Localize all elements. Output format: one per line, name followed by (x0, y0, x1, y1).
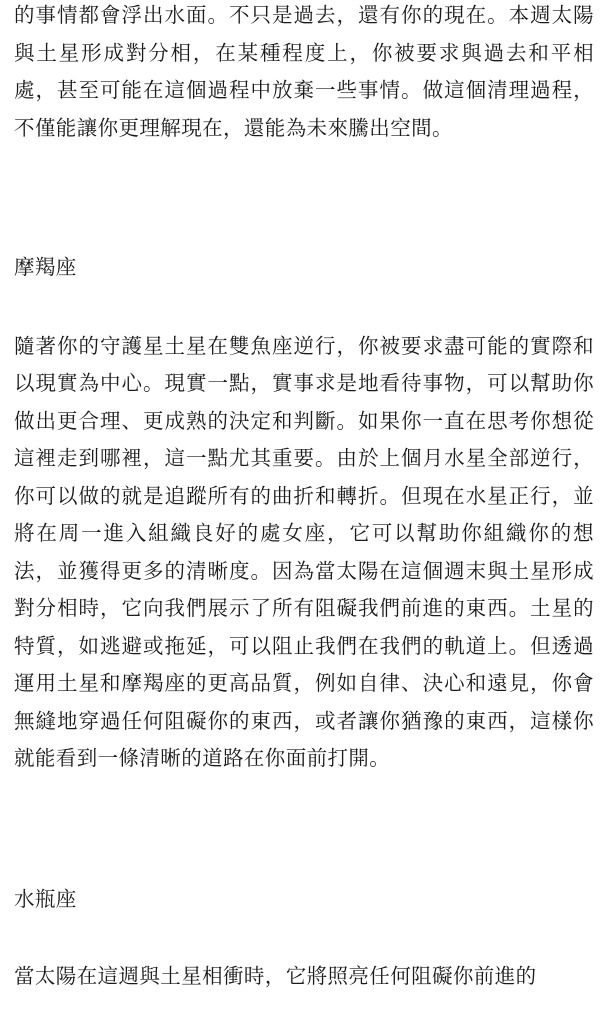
capricorn-heading: 摩羯座 (14, 255, 77, 279)
aquarius-heading: 水瓶座 (14, 886, 77, 911)
capricorn-paragraph: 隨著你的守護星土星在雙魚座逆行，你被要求盡可能的實際和以現實為中心。現實一點，實事求是地看待事物，可以幫助你做出更合理、更成熟的決定和判斷。如果你一直在思考你想從這裡走到哪裡，這一點尤其重要。由於上個月水星全部逆行，你可以做的就是追蹤所有的曲折和轉折。但現在水星正行，並將在周一進入組織良好的處女座，它可以幫助你組織你的想法，並獲得更多的清晰度。因為當太陽在這個週末與土星形成對分相時，它向我們展示了所有阻礙我們前進的東西。土星的特質，如逃避或拖延，可以阻止我們在我們的軌道上。但透過運用土星和摩羯座的更高品質，例如自律、決心和遠見，你會無縫地穿過任何阻礙你的東西，或者讓你猶豫的東西，這樣你就能看到一條清晰的道路在你面前打開。 (14, 333, 594, 770)
article-body (14, 0, 594, 996)
aquarius-paragraph: 當太陽在這週與土星相衝時，它將照亮任何阻礙你前進的 (14, 964, 537, 988)
intro-paragraph: 的事情都會浮出水面。不只是過去，還有你的現在。本週太陽與土星形成對分相，在某種程度上，你被要求與過去和平相處，甚至可能在這個過程中放棄一些事情。做這個清理過程，不僅能讓你更理解現在，還能為未來騰出空間。 (14, 3, 594, 140)
